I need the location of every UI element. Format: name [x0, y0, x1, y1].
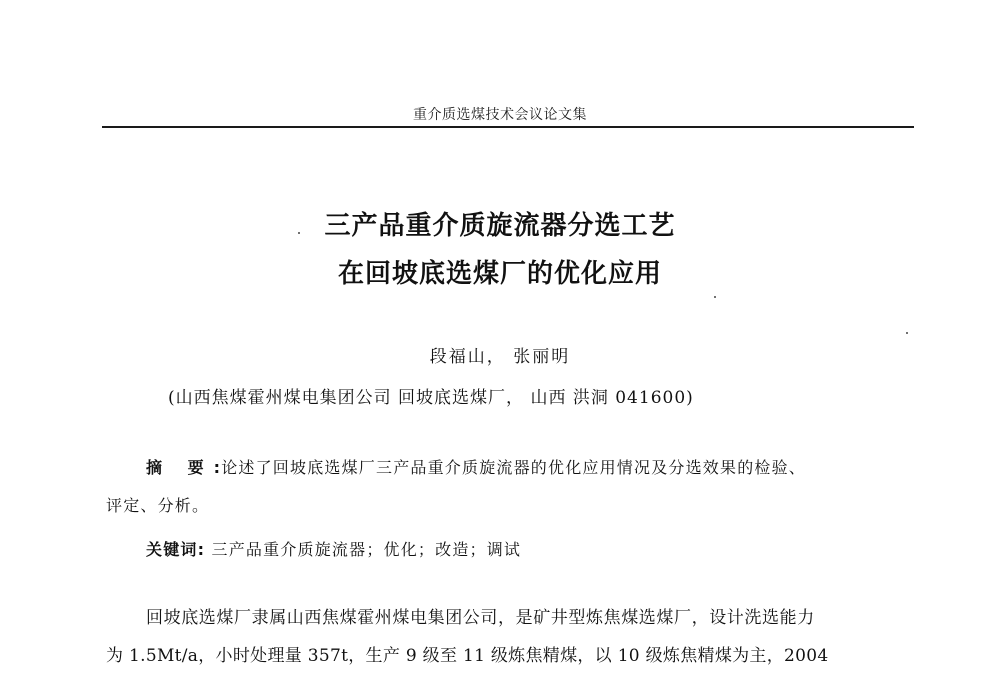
- abstract-colon: :: [213, 458, 222, 477]
- proceedings-title: 重介质选煤技术会议论文集: [413, 107, 587, 123]
- scan-speck: [906, 332, 908, 334]
- abstract-text-line-1: 论述了回坡底选煤厂三产品重介质旋流器的优化应用情况及分选效果的检验、: [221, 458, 806, 477]
- keywords-label: 关键词: [146, 540, 198, 559]
- title-line-1: 三产品重介质旋流器分选工艺: [324, 211, 676, 241]
- scan-speck: [714, 296, 716, 298]
- keywords-text: 三产品重介质旋流器；优化；改造；调试: [211, 540, 522, 559]
- body-paragraph-line-1: 回坡底选煤厂隶属山西焦煤霍州煤电集团公司，是矿井型炼焦煤选煤厂，设计洗选能力: [146, 608, 815, 628]
- authors: 段福山， 张丽明: [429, 347, 571, 367]
- title-line-2: 在回坡底选煤厂的优化应用: [337, 259, 662, 289]
- header-divider: [102, 126, 914, 128]
- affiliation: (山西焦煤霍州煤电集团公司 回坡底选煤厂， 山西 洪洞 041600): [168, 388, 694, 408]
- scan-speck: [298, 232, 300, 234]
- abstract-label: 摘 要: [146, 458, 214, 477]
- abstract: [146, 455, 806, 478]
- keywords: [146, 537, 521, 560]
- body-paragraph-line-2: 为 1.5Mt/a，小时处理量 357t，生产 9 级至 11 级炼焦精煤，以 10 级炼焦精煤为主，2004: [106, 646, 829, 666]
- abstract-text-line-2: 评定、分析。: [106, 496, 210, 515]
- keywords-colon: :: [197, 540, 206, 559]
